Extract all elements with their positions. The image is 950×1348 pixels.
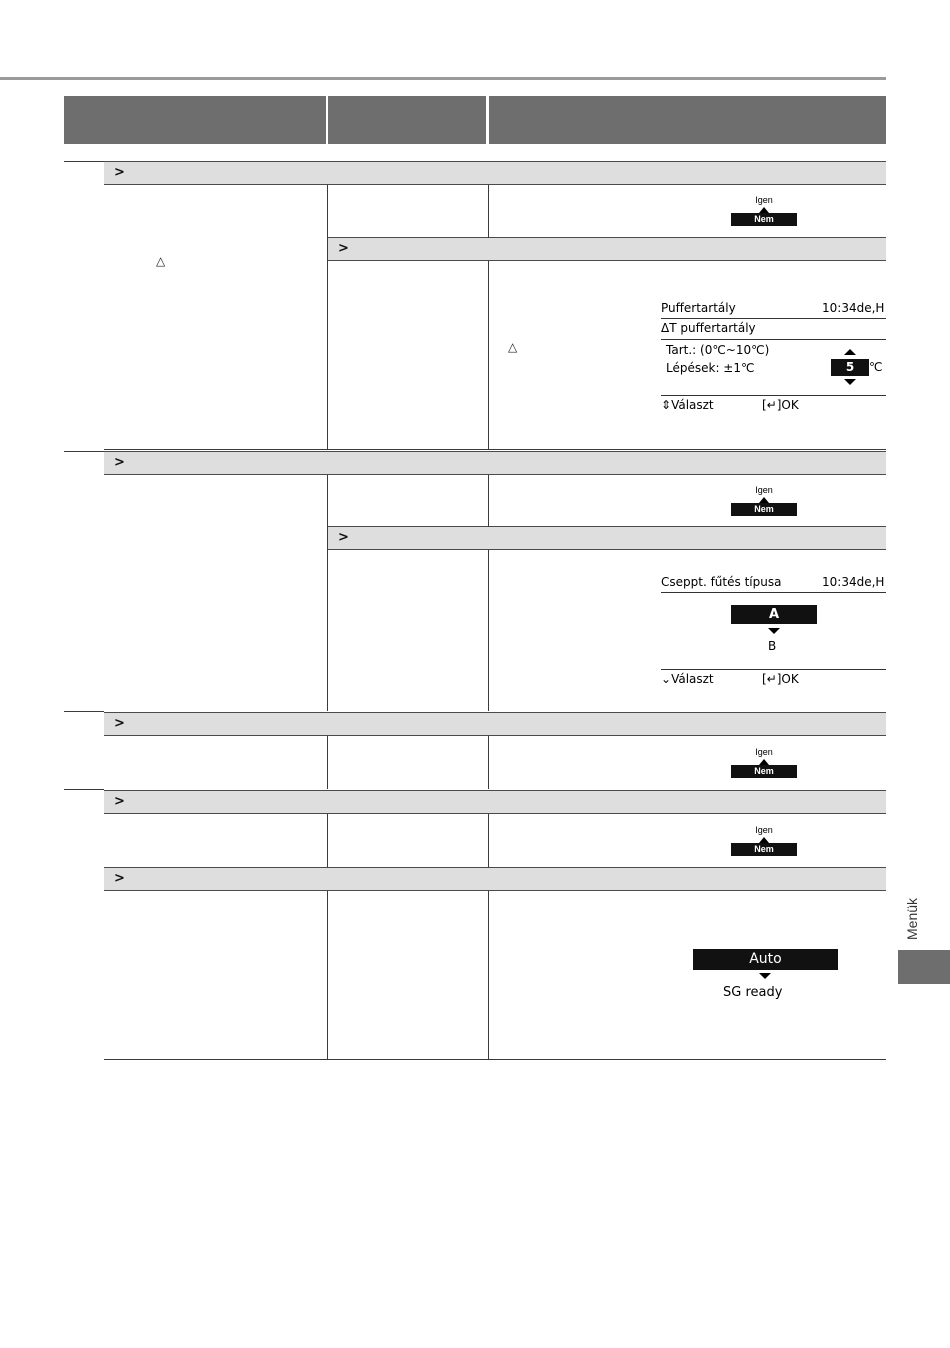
option-nem-selected[interactable]: Nem <box>731 843 797 856</box>
header-col-3 <box>489 96 886 144</box>
lcd-divider <box>661 669 886 670</box>
group-separator <box>64 789 104 790</box>
top-rule <box>0 77 886 80</box>
lcd-time: 10:34de,H <box>822 575 885 589</box>
section-bar-4 <box>104 790 886 814</box>
col-divider <box>488 261 489 450</box>
lcd-value[interactable]: 5 <box>831 359 869 376</box>
col-divider <box>327 814 328 868</box>
lcd-divider <box>661 318 886 319</box>
lcd-title: Cseppt. fűtés típusa <box>661 575 782 589</box>
chevron-right-icon: > <box>114 716 125 731</box>
lcd-subtitle: ΔT puffertartály <box>661 321 756 335</box>
side-tab-label: Menük <box>904 897 920 940</box>
lcd-steps: Lépések: ±1℃ <box>666 361 755 375</box>
section-bar-2b <box>328 526 886 550</box>
section-bar-2 <box>104 451 886 475</box>
lcd-selected-option[interactable]: A <box>731 605 817 624</box>
chevron-right-icon: > <box>114 794 125 809</box>
yes-no-prompt[interactable] <box>731 747 797 778</box>
arrow-up-icon[interactable] <box>844 349 856 355</box>
arrow-down-icon[interactable] <box>759 973 771 979</box>
group-separator <box>64 161 104 162</box>
section-bar-3 <box>104 712 886 736</box>
lcd-nav-ok: [↵]OK <box>762 398 799 412</box>
lcd-nav-select-label: Választ <box>671 672 714 686</box>
col-divider <box>327 475 328 711</box>
section-bar-5 <box>104 867 886 891</box>
group-separator <box>64 451 104 452</box>
option-igen[interactable]: Igen <box>755 825 773 835</box>
option-igen[interactable]: Igen <box>755 195 773 205</box>
header-col-1 <box>64 96 326 144</box>
col-divider <box>488 736 489 789</box>
lcd-option-b[interactable]: B <box>768 639 777 653</box>
col-divider <box>488 475 489 527</box>
warning-triangle-icon: △ <box>156 254 166 268</box>
lcd-unit: ℃ <box>869 360 883 374</box>
yes-no-prompt[interactable] <box>731 485 797 516</box>
lcd-range: Tart.: (0℃~10℃) <box>666 343 770 357</box>
lcd-nav-select: ⇕Választ <box>661 398 714 412</box>
choice-option-sg-ready[interactable]: SG ready <box>723 985 783 1000</box>
choice-selected-auto[interactable]: Auto <box>693 949 838 970</box>
lcd-nav-select-label: Választ <box>671 398 714 412</box>
chevron-right-icon: > <box>114 165 125 180</box>
lcd-divider <box>661 592 886 593</box>
lcd-divider <box>661 339 886 340</box>
lcd-nav-select: ⌄Választ <box>661 672 714 686</box>
col-divider <box>327 185 328 450</box>
col-divider <box>488 550 489 711</box>
side-tab[interactable] <box>898 950 950 984</box>
arrow-down-icon[interactable] <box>844 379 856 385</box>
option-nem-selected[interactable]: Nem <box>731 503 797 516</box>
option-igen[interactable]: Igen <box>755 747 773 757</box>
col-divider <box>488 814 489 868</box>
lcd-title: Puffertartály <box>661 301 736 315</box>
chevron-right-icon: > <box>338 241 349 256</box>
group-separator <box>64 711 104 712</box>
col-divider <box>488 185 489 238</box>
option-nem-selected[interactable]: Nem <box>731 213 797 226</box>
lcd-nav-ok: [↵]OK <box>762 672 799 686</box>
col-divider <box>327 736 328 789</box>
yes-no-prompt[interactable] <box>731 825 797 856</box>
warning-triangle-icon: △ <box>508 340 518 354</box>
section-bar-1b <box>328 237 886 261</box>
col-divider <box>327 891 328 1060</box>
yes-no-prompt[interactable] <box>731 195 797 226</box>
col-divider <box>488 891 489 1060</box>
table-bottom-line <box>104 1059 886 1060</box>
header-col-2 <box>328 96 486 144</box>
row-bottom-line <box>104 449 886 450</box>
option-igen[interactable]: Igen <box>755 485 773 495</box>
chevron-right-icon: > <box>338 530 349 545</box>
arrow-down-icon[interactable] <box>768 628 780 634</box>
lcd-time: 10:34de,H <box>822 301 885 315</box>
chevron-right-icon: > <box>114 455 125 470</box>
lcd-divider <box>661 395 886 396</box>
chevron-right-icon: > <box>114 871 125 886</box>
section-bar-1 <box>104 161 886 185</box>
option-nem-selected[interactable]: Nem <box>731 765 797 778</box>
